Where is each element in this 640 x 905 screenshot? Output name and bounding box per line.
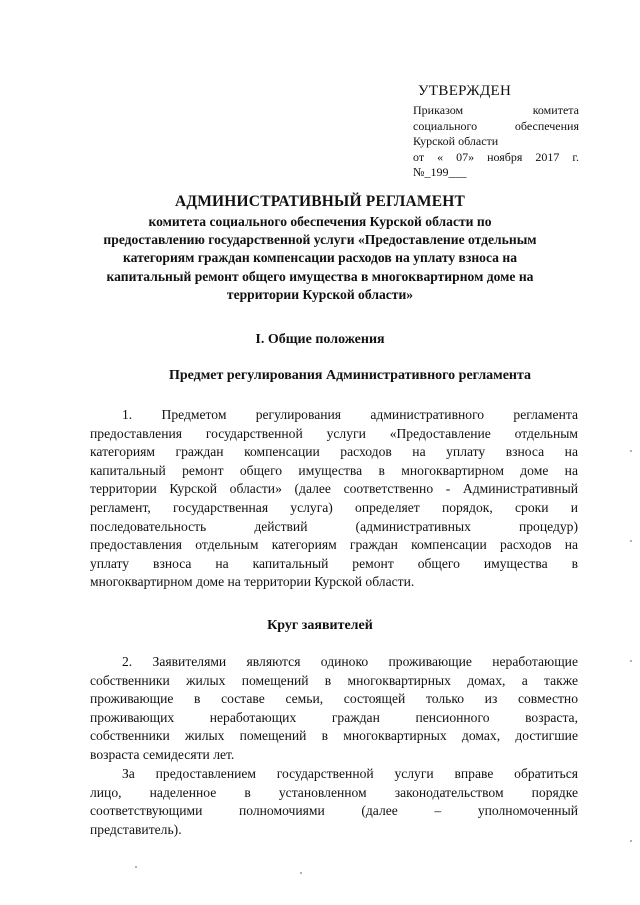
- paragraph-2: [90, 653, 578, 765]
- paragraph-line: территории Курской области» (далее соответственно - Административный: [90, 481, 578, 497]
- paragraph-line: 1. Предметом регулирования административного регламента: [122, 407, 578, 422]
- paragraph-1: [90, 406, 578, 592]
- approval-line: Приказом комитета: [413, 103, 579, 117]
- paragraph-line: собственники жилых помещений в многоквартирных домах, а также: [90, 672, 578, 688]
- paragraph-line: За предоставлением государственной услуги вправе обратиться: [122, 766, 578, 781]
- paragraph-line: представитель).: [90, 821, 182, 837]
- scan-speck: [300, 872, 302, 874]
- approval-date: от « 07» ноября 2017 г.: [413, 149, 579, 164]
- paragraph-line: 2. Заявителями являются одиноко проживающие неработающие: [122, 654, 578, 669]
- title-line: территории Курской области»: [226, 286, 414, 302]
- paragraph-line: предоставления отдельным категориям граждан компенсации расходов на: [90, 537, 578, 553]
- paragraph-line: проживающие в составе семьи, состоящей только из совместно: [90, 691, 578, 707]
- paragraph-line: собственники жилых помещений в многоквартирных домах, достигшие: [90, 728, 578, 744]
- title-main: АДМИНИСТРАТИВНЫЙ РЕГЛАМЕНТ: [174, 193, 466, 210]
- paragraph-line: соответствующими полномочиями (далее – уполномоченный: [90, 803, 578, 819]
- scan-speck: [630, 840, 632, 842]
- paragraph-line: многоквартирном доме на территории Курской области.: [90, 574, 415, 590]
- scan-speck: [630, 540, 632, 542]
- paragraph-line: последовательность действий (административных процедур): [90, 518, 578, 534]
- scan-speck: [630, 660, 632, 662]
- document-title: [80, 192, 560, 304]
- title-line: комитета социального обеспечения Курской области по: [148, 214, 492, 229]
- paragraph-line: категориям граждан компенсации расходов на уплату взноса на: [90, 444, 578, 460]
- title-subtitle: [80, 213, 560, 304]
- title-line: предоставлению государственной услуги «Предоставление отдельным: [103, 232, 537, 248]
- title-line: капитальный ремонт общего имущества в многоквартирном доме на: [106, 268, 534, 284]
- approval-line: Курской области: [413, 134, 499, 148]
- approval-number: №_199___: [413, 165, 467, 179]
- paragraph-line: проживающих неработающих граждан пенсионного возраста,: [90, 709, 578, 725]
- paragraph-line: возраста семидесяти лет.: [90, 746, 235, 762]
- approval-heading: УТВЕРЖДЕН: [418, 83, 512, 99]
- approval-line: социального обеспечения: [413, 118, 579, 133]
- subsection-heading-subject: Предмет регулирования Административного регламента: [168, 368, 532, 383]
- scan-speck: [135, 866, 137, 868]
- paragraph-line: капитальный ремонт общего имущества в многоквартирном доме на: [90, 462, 578, 478]
- paragraph-line: лицо, наделенное в установленном законодательством порядке: [90, 784, 578, 800]
- scan-speck: [630, 450, 632, 452]
- section-heading-general: I. Общие положения: [255, 332, 385, 347]
- title-line: категориям граждан компенсации расходов на уплату взноса на: [123, 250, 517, 266]
- paragraph-line: регламент, государственная услуга) определяет порядок, сроки и: [90, 499, 578, 515]
- paragraph-line: уплату взноса на капитальный ремонт общего имущества в: [90, 555, 578, 571]
- paragraph-3: [90, 765, 578, 839]
- paragraph-line: предоставления государственной услуги «Предоставление отдельным: [90, 425, 578, 441]
- approval-stamp: [413, 82, 579, 181]
- section-heading-applicants: Круг заявителей: [267, 618, 373, 633]
